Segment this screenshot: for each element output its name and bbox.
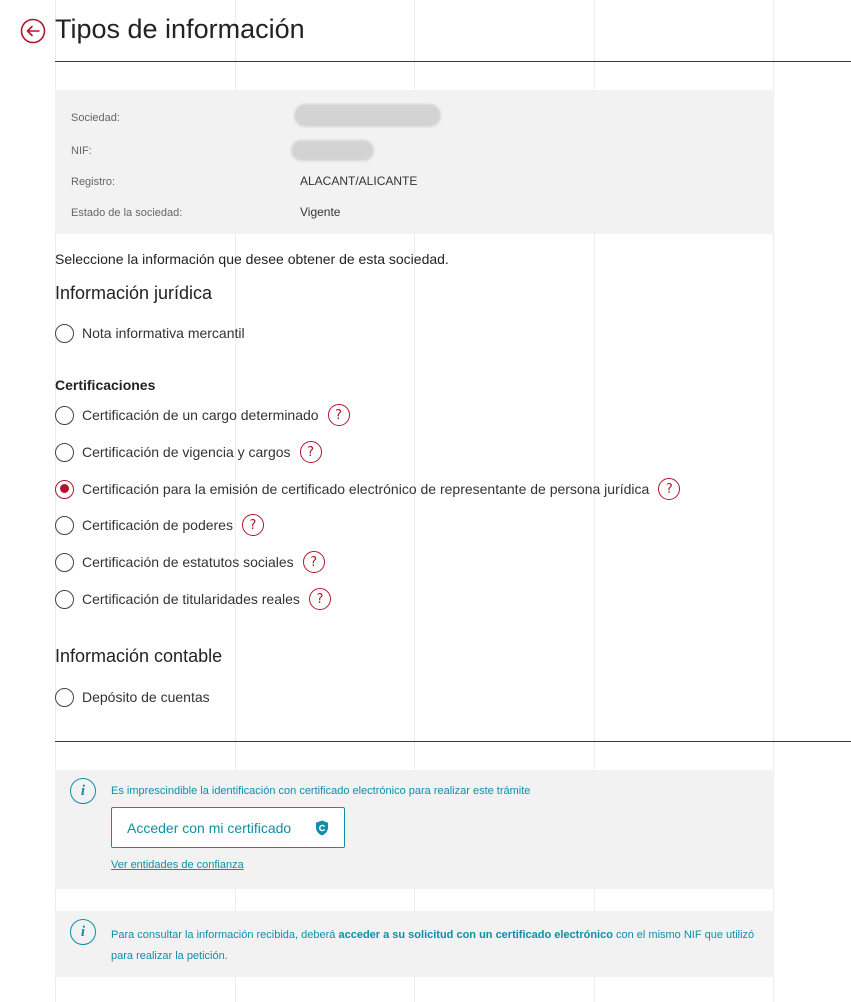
notice-text (111, 925, 761, 967)
radio-button[interactable] (55, 688, 74, 707)
option-label: Certificación de estatutos sociales (82, 554, 294, 570)
help-icon[interactable]: ? (242, 514, 264, 536)
registry-value: ALACANT/ALICANTE (300, 174, 418, 188)
radio-button[interactable] (55, 553, 74, 572)
option-nota-informativa[interactable] (55, 321, 245, 345)
status-label: Estado de la sociedad: (71, 207, 183, 219)
radio-button[interactable] (55, 324, 74, 343)
option-cert-vigencia-cargos[interactable] (55, 440, 322, 464)
option-cert-estatutos[interactable] (55, 550, 325, 574)
option-label: Certificación de poderes (82, 517, 233, 533)
option-label: Certificación para la emisión de certificado electrónico de representante de persona jurídica (82, 481, 650, 497)
legal-info-heading: Información jurídica (55, 283, 213, 303)
certificate-auth-box (55, 770, 774, 889)
divider (55, 61, 851, 62)
notice-text-end: con el mismo NIF que utilizó para realizar la petición. (111, 929, 755, 962)
status-value: Vigente (300, 205, 341, 219)
notice-box (55, 911, 774, 977)
help-icon[interactable]: ? (309, 588, 331, 610)
help-icon[interactable]: ? (303, 551, 325, 573)
back-arrow-icon[interactable] (20, 18, 46, 44)
option-cert-titularidades[interactable] (55, 587, 331, 611)
shield-icon (315, 820, 329, 836)
info-icon: i (70, 778, 96, 804)
intro-text: Seleccione la información que desee obtener de esta sociedad. (55, 251, 449, 267)
notice-text-bold: acceder a su solicitud con un certificado electrónico (338, 929, 613, 941)
option-cert-poderes[interactable] (55, 513, 264, 537)
radio-button[interactable] (55, 516, 74, 535)
radio-button[interactable] (55, 406, 74, 425)
option-label: Nota informativa mercantil (82, 325, 245, 341)
company-name-redacted (294, 104, 441, 127)
radio-button[interactable] (55, 590, 74, 609)
option-label: Certificación de titularidades reales (82, 591, 300, 607)
help-icon[interactable]: ? (328, 404, 350, 426)
company-info-panel (55, 90, 774, 234)
radio-button[interactable] (55, 443, 74, 462)
option-cert-cargo-determinado[interactable] (55, 403, 350, 427)
option-label: Certificación de vigencia y cargos (82, 444, 291, 460)
accounting-info-heading: Información contable (55, 646, 223, 666)
company-name-label: Sociedad: (71, 112, 120, 124)
radio-button-selected[interactable] (55, 480, 74, 499)
help-icon[interactable]: ? (300, 441, 322, 463)
option-label: Certificación de un cargo determinado (82, 407, 319, 423)
divider (55, 741, 851, 742)
certifications-heading: Certificaciones (55, 377, 156, 393)
page-title: Tipos de información (55, 14, 305, 44)
option-label: Depósito de cuentas (82, 689, 210, 705)
access-certificate-label: Acceder con mi certificado (127, 819, 292, 836)
info-icon: i (70, 919, 96, 945)
help-icon[interactable]: ? (658, 478, 680, 500)
nif-redacted (291, 140, 374, 161)
option-deposito-cuentas[interactable] (55, 685, 210, 709)
nif-label: NIF: (71, 145, 92, 157)
registry-label: Registro: (71, 176, 116, 188)
notice-text-start: Para consultar la información recibida, deberá (111, 929, 339, 941)
option-cert-representante-pj[interactable] (55, 477, 680, 501)
trusted-entities-link[interactable]: Ver entidades de confianza (111, 859, 244, 871)
access-certificate-button[interactable] (111, 807, 345, 848)
auth-message: Es imprescindible la identificación con certificado electrónico para realizar este trámite (111, 785, 531, 797)
